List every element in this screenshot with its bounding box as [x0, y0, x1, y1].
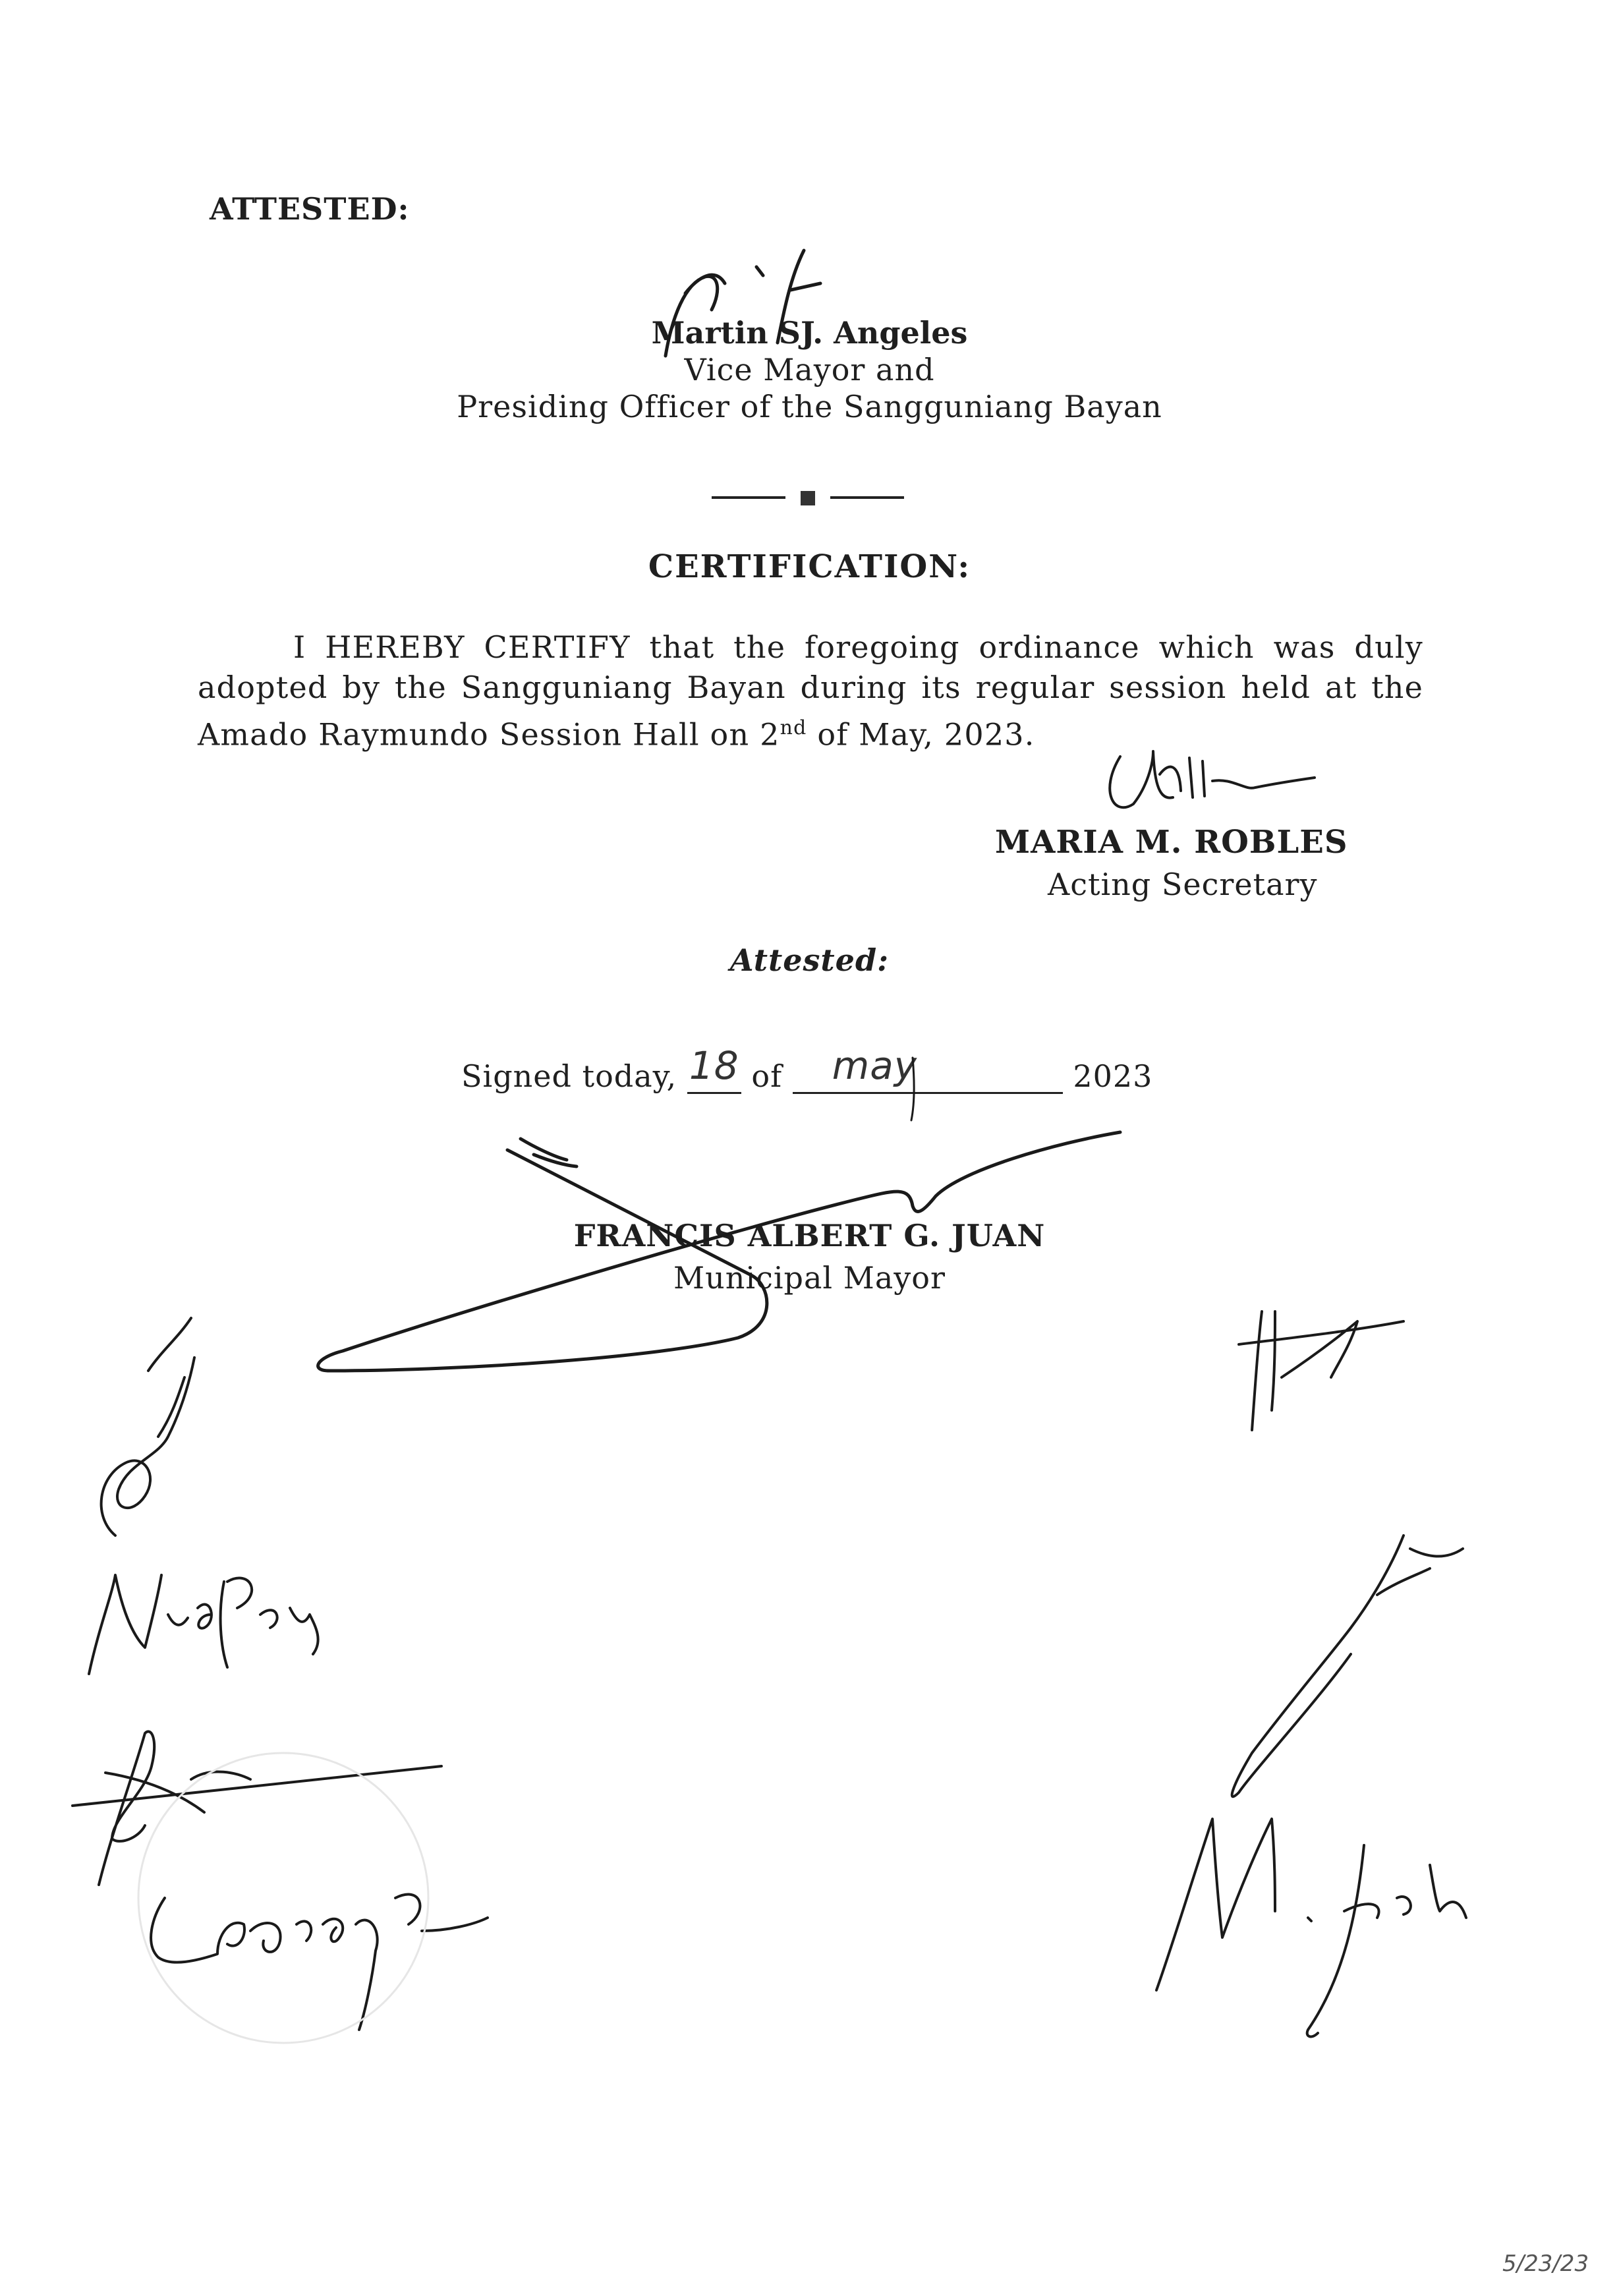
vice-mayor-name: Martin SJ. Angeles — [651, 315, 968, 351]
certification-text-part2: of May, 2023. — [807, 716, 1035, 753]
right-signature-3 — [1156, 1819, 1466, 2036]
left-signature-1 — [101, 1318, 194, 1535]
divider-dash-left — [712, 496, 785, 499]
secretary-signature — [1110, 751, 1315, 807]
right-signature-2 — [1232, 1535, 1463, 1796]
left-signature-4 — [151, 1895, 488, 2030]
signed-today-line — [461, 1043, 1153, 1094]
signed-day-blank — [687, 1043, 741, 1094]
section-divider — [712, 490, 909, 503]
certification-heading: CERTIFICATION: — [648, 548, 971, 585]
vice-mayor-block — [0, 315, 1619, 424]
right-signature-1 — [1239, 1311, 1404, 1430]
divider-dash-right — [830, 496, 904, 499]
signed-month: may — [832, 1043, 918, 1088]
attested-heading: ATTESTED: — [210, 191, 410, 227]
mayor-name: FRANCIS ALBERT G. JUAN — [573, 1218, 1046, 1253]
secretary-title: Acting Secretary — [1048, 867, 1318, 902]
left-signature-3 — [72, 1731, 441, 1885]
certification-superscript: nd — [780, 716, 807, 739]
signed-month-blank — [793, 1043, 1063, 1094]
vice-mayor-title-line1: Vice Mayor and — [684, 352, 935, 387]
corner-date: 5/23/23 — [1502, 2251, 1589, 2277]
certification-text-part1: I HEREBY CERTIFY that the foregoing ordinance which was duly adopted by the Sangguniang Bayan during its regular session held at the Amado Raymundo Session Hall on 2 — [198, 629, 1423, 753]
signed-of: of — [751, 1058, 783, 1094]
signed-prefix: Signed today, — [461, 1058, 677, 1094]
divider-square — [801, 491, 815, 505]
signed-day: 18 — [689, 1043, 739, 1088]
vice-mayor-title-line2: Presiding Officer of the Sangguniang Bayan — [457, 389, 1162, 424]
attested-italic-heading: Attested: — [729, 942, 890, 978]
seal-watermark — [138, 1753, 428, 2043]
secretary-name: MARIA M. ROBLES — [995, 824, 1348, 861]
signed-year: 2023 — [1073, 1058, 1153, 1094]
mayor-title: Municipal Mayor — [673, 1260, 946, 1296]
certification-paragraph — [198, 627, 1423, 755]
left-signature-nina-perez — [89, 1575, 318, 1674]
